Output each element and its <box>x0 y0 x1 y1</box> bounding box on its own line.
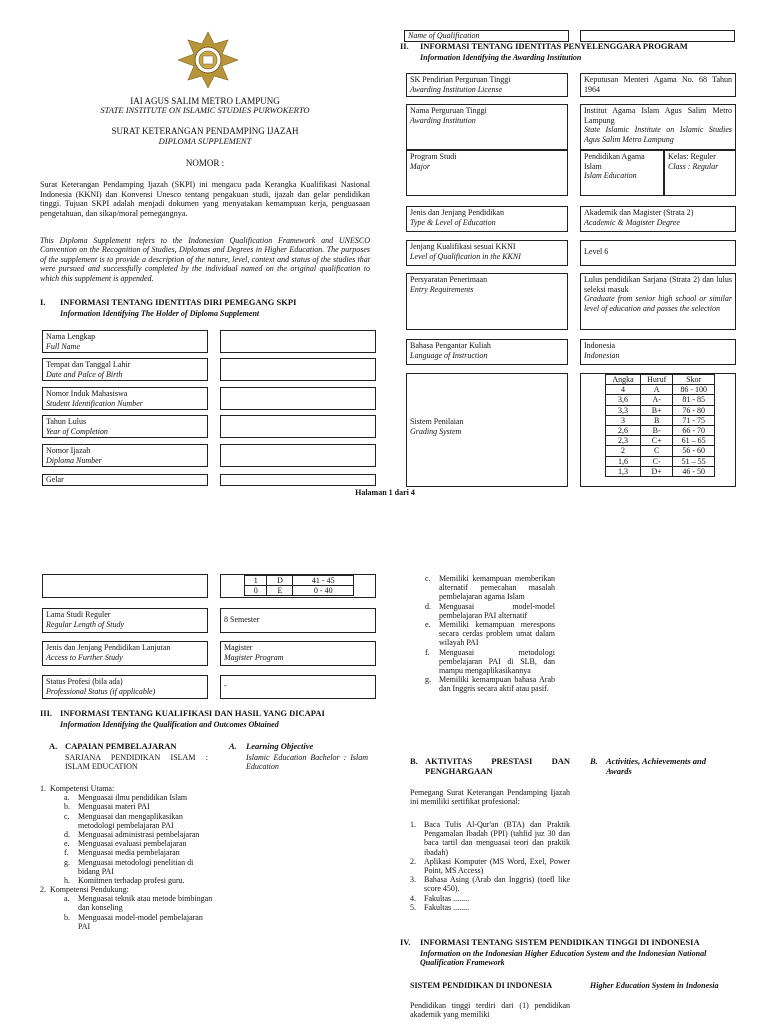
field-value: 8 Semester <box>224 615 260 624</box>
field-value: Level 6 <box>584 247 609 256</box>
field-label: Nama Perguruan Tinggi <box>410 106 487 115</box>
grade-cell: 3,3 <box>606 405 641 415</box>
field-label-en: Awarding Institution License <box>410 84 503 94</box>
field-diploma-number <box>42 444 208 467</box>
field-year <box>42 415 208 438</box>
aktivitas-letter: B. <box>410 756 418 766</box>
grade-row <box>245 586 354 596</box>
grade-cell: 2 <box>606 446 641 456</box>
class-value: Kelas: Reguler <box>668 152 716 161</box>
field-type-level <box>406 206 568 232</box>
grade-cell: B+ <box>641 405 673 415</box>
list-marker: g. <box>64 857 70 867</box>
aktivitas-letter-en: B. <box>590 756 598 766</box>
grade-cell: D+ <box>641 466 673 476</box>
field-birth <box>42 358 208 381</box>
field-label: Jenjang Kualifikasi sesuai KKNI <box>410 242 516 251</box>
kompetensi-utama-title <box>40 784 215 793</box>
aktivitas-title: AKTIVITAS PRESTASI DAN PENGHARGAAN <box>425 756 570 776</box>
list-item <box>425 574 555 602</box>
list-title: Kompetensi Utama: <box>50 784 115 793</box>
grade-row <box>606 405 715 415</box>
field-label: Persyaratan Penerimaan <box>410 275 488 284</box>
grade-cell: 56 - 60 <box>673 446 715 456</box>
list-item <box>64 839 215 848</box>
field-label: Jenis dan Jenjang Pendidikan Lanjutan <box>46 643 171 652</box>
institution-name-en: STATE INSTITUTE ON ISLAMIC STUDIES PURWOKERTO <box>100 105 310 115</box>
list-text: Menguasai dan mengaplikasikan metodologi pembelajaran PAI <box>78 811 183 830</box>
field-value: Akademik dan Magister (Strata 2) <box>584 208 694 217</box>
list-text: Menguasai metodologi pembelajaran PAI di SLB, dan mampu mengaplikasikannya <box>439 647 555 675</box>
list-item <box>425 648 555 676</box>
field-label-en: Type & Level of Education <box>410 217 496 227</box>
value-length-of-study <box>220 608 376 633</box>
section2-subtitle: Information Identifying the Awarding Institution <box>420 53 582 62</box>
field-label-en: Awarding Institution <box>410 115 476 125</box>
capaian-subtitle-en: Islamic Education Bachelor : Islam Education <box>246 753 368 772</box>
section3-number: III. <box>40 708 53 718</box>
capaian-title-en: Learning Objective <box>246 741 314 751</box>
list-text: Memiliki kemampuan bahasa Arab dan Inggris secara aktif atau pasif. <box>439 675 555 694</box>
list-text: Menguasai metodologi penelitian di bidang PAI <box>78 857 194 876</box>
value-entry <box>580 273 736 330</box>
field-label-en: Regular Length of Study <box>46 619 124 629</box>
grade-row <box>606 425 715 435</box>
kompetensi-pendukung-list <box>40 894 215 931</box>
field-student-id <box>42 387 208 410</box>
grade-cell: A- <box>641 395 673 405</box>
field-label: SK Pendirian Perguruan Tinggi <box>410 75 511 84</box>
section2-number: II. <box>400 41 409 51</box>
field-value-en: Islam Education <box>584 171 637 181</box>
field-label-en: Language of Instruction <box>410 350 488 360</box>
list-marker: 3. <box>410 875 416 885</box>
value-kkni <box>580 240 736 266</box>
list-item <box>64 830 215 839</box>
field-label: Status Profesi (bila ada) <box>46 677 123 686</box>
field-label: Nomor Induk Mahasiswa <box>46 389 128 398</box>
class-value-en: Class : Regular <box>668 161 719 171</box>
list-text: Fakultas ........ <box>424 893 470 903</box>
value-license <box>580 73 736 97</box>
grade-cell: 86 - 100 <box>673 385 715 395</box>
document-number: NOMOR : <box>185 158 225 168</box>
list-item <box>64 858 215 876</box>
list-text: Memiliki kemampuan merespons secara cerdas problem umat dalam wilayah PAI <box>439 619 555 648</box>
list-marker: b. <box>64 912 70 922</box>
list-marker: 5. <box>410 902 416 912</box>
field-value-en: Indonesian <box>584 350 620 360</box>
list-item <box>64 894 215 912</box>
list-item <box>410 894 570 903</box>
list-marker: e. <box>425 619 431 629</box>
value-birth <box>220 358 376 381</box>
field-major <box>406 150 568 196</box>
field-value: Keputusan Menteri Agama No. 68 Tahun 1964 <box>584 75 732 94</box>
field-degree <box>42 474 208 486</box>
section4-paragraph: Pendidikan tinggi terdiri dari (1) pendidikan akademik yang memiliki <box>410 1001 570 1020</box>
grade-row <box>606 385 715 395</box>
list-item <box>410 903 570 912</box>
name-of-qualification-label: Name of Qualification <box>408 31 480 40</box>
list-title: Kompetensi Pendukung: <box>50 885 129 895</box>
grade-cell: 1 <box>245 576 267 586</box>
section3-subtitle: Information Identifying the Qualification and Outcomes Obtained <box>60 720 279 729</box>
field-label: Tahun Lulus <box>46 417 87 426</box>
section4-number: IV. <box>400 937 411 947</box>
value-diploma-number <box>220 444 376 467</box>
grade-cell: C+ <box>641 436 673 446</box>
grade-cell: 51 – 55 <box>673 456 715 466</box>
list-item <box>64 793 215 802</box>
field-language <box>406 339 568 365</box>
grade-cell: 76 - 80 <box>673 405 715 415</box>
field-professional-status <box>42 675 208 699</box>
grade-row <box>606 436 715 446</box>
field-label: Lama Studi Reguler <box>46 610 111 619</box>
list-marker: c. <box>64 811 70 821</box>
list-text: Menguasai model-model pembelajaran PAI alternatif <box>439 601 555 620</box>
intro-paragraph-id: Surat Keterangan Pendamping Ijazah (SKPI) ini mengacu pada Kerangka Kualifikasi Nasional Indonesia (KKNI) dan Konvensi Unesco tentang pengakuan studi, ijazah dan gelar pendidikan tinggi. Tujuan SKPI adalah menjadi dokumen yang menyatakan kemampuan kerja, penguasaan pengetahuan, dan sikap/moral pemegangnya. <box>40 180 370 219</box>
section1-number: I. <box>40 297 46 307</box>
list-text: Menguasai administrasi pembelajaran <box>78 829 200 839</box>
value-degree <box>220 474 376 486</box>
aktivitas-title-en: Activities, Achievements and Awards <box>606 756 707 776</box>
field-label: Gelar <box>46 475 64 484</box>
field-license <box>406 73 568 97</box>
section1-title: INFORMASI TENTANG IDENTITAS DIRI PEMEGANG SKPI <box>60 297 297 307</box>
list-item <box>64 876 215 885</box>
list-text: Menguasai teknik atau metode bimbingan dan konseling <box>78 894 213 913</box>
field-full-name <box>42 330 208 353</box>
field-value: Indonesia <box>584 341 616 350</box>
grading-cont-left <box>42 574 208 598</box>
capaian-letter-en: A. <box>229 741 237 751</box>
capaian-subtitle: SARJANA PENDIDIKAN ISLAM : ISLAM EDUCATION <box>65 753 208 772</box>
field-label: Jenis dan Jenjang Pendidikan <box>410 208 504 217</box>
grade-cell: 3,6 <box>606 395 641 405</box>
grade-cell: D <box>267 576 293 586</box>
field-label-en: Professional Status (if applicable) <box>46 686 156 696</box>
value-type-level <box>580 206 736 232</box>
grade-cell: 81 - 85 <box>673 395 715 405</box>
field-value: Magister <box>224 643 253 652</box>
grade-header: Skor <box>673 375 715 385</box>
institution-name: IAI AGUS SALIM METRO LAMPUNG <box>130 96 280 106</box>
list-item <box>64 913 215 931</box>
field-institution <box>406 104 568 150</box>
grade-cell: 0 - 40 <box>293 586 354 596</box>
kompetensi-utama-list <box>40 793 215 885</box>
field-value-en: State Islamic Institute on Islamic Studies Agus Salim Metro Lampung <box>584 125 732 144</box>
field-label: Program Studi <box>410 152 457 161</box>
field-further-study <box>42 641 208 666</box>
field-kkni <box>406 240 568 266</box>
field-label-en: Date and Palce of Birth <box>46 369 123 379</box>
list-marker: g. <box>425 675 431 685</box>
section4-col-id: SISTEM PENDIDIKAN DI INDONESIA <box>410 981 553 990</box>
value-further-study <box>220 641 376 666</box>
grade-cell: 46 - 50 <box>673 466 715 476</box>
section3-title: INFORMASI TENTANG KUALIFIKASI DAN HASIL YANG DICAPAI <box>60 708 325 718</box>
section4-title: INFORMASI TENTANG SISTEM PENDIDIKAN TINGGI DI INDONESIA <box>420 937 700 947</box>
list-marker: f. <box>64 848 69 858</box>
grade-cell: 1,3 <box>606 466 641 476</box>
list-text: Bahasa Asing (Arab dan Inggris) (toefl like score 450). <box>424 875 570 894</box>
kompetensi-pendukung-title <box>40 885 215 894</box>
capaian-title: CAPAIAN PEMBELAJARAN <box>65 741 177 751</box>
grade-row <box>606 456 715 466</box>
list-marker: 2. <box>410 856 416 866</box>
list-item <box>425 675 555 693</box>
intro-paragraph-en: This Diploma Supplement refers to the Indonesian Qualification Framework and UNESCO Convention on the Recognition of Studies, Diplomas and Degrees in Higher Education. The purposes of the supplement is to provide a description of the nature, level, context and status of the studies that were pursued and successfully completed by the individual named on the original qualification to which this supplement is appended. <box>40 236 370 283</box>
document-title: SURAT KETERANGAN PENDAMPING IJAZAH <box>111 126 299 136</box>
field-label-en: Student Identification Number <box>46 398 143 408</box>
section4-col-en: Higher Education System in Indonesia <box>590 981 719 990</box>
list-number: 1. <box>40 784 46 793</box>
grade-cell: 1,6 <box>606 456 641 466</box>
list-marker: a. <box>64 894 70 904</box>
list-text: Komitmen terhadap profesi guru. <box>78 875 185 885</box>
list-item <box>64 802 215 811</box>
grade-cell: 66 - 70 <box>673 425 715 435</box>
capaian-letter: A. <box>49 741 58 751</box>
grade-cell: E <box>267 586 293 596</box>
grade-cell: A <box>641 385 673 395</box>
field-entry <box>406 273 568 330</box>
grade-cell: 71 - 75 <box>673 415 715 425</box>
field-label-en: Access to Further Study <box>46 652 123 662</box>
field-value: - <box>224 681 227 690</box>
list-marker: 1. <box>410 820 416 829</box>
grade-header-row <box>606 375 715 385</box>
section2-title: INFORMASI TENTANG IDENTITAS PENYELENGGARA PROGRAM <box>420 41 688 51</box>
list-marker: b. <box>64 802 70 812</box>
grade-row <box>606 446 715 456</box>
kompetensi-section <box>40 784 215 931</box>
list-item <box>425 602 555 620</box>
list-text: Menguasai media pembelajaran <box>78 848 180 858</box>
grade-cell: C <box>641 446 673 456</box>
kompetensi-continued-list <box>425 574 555 693</box>
list-marker: h. <box>64 875 70 885</box>
grade-cell: 41 - 45 <box>293 576 354 586</box>
section1-subtitle: Information Identifying The Holder of Diploma Supplement <box>60 309 260 318</box>
field-label-en: Diploma Number <box>46 455 102 465</box>
value-full-name <box>220 330 376 353</box>
value-year <box>220 415 376 438</box>
field-label-en: Major <box>410 161 430 171</box>
field-value-en: Magister Program <box>224 652 284 662</box>
value-professional-status <box>220 675 376 699</box>
field-length-of-study <box>42 608 208 633</box>
grade-cell: B <box>641 415 673 425</box>
list-text: Fakultas ........ <box>424 902 470 912</box>
list-item <box>410 820 570 857</box>
field-value-en: Academic & Magister Degree <box>584 217 680 227</box>
field-label-en: Level of Qualification in the KKNI <box>410 251 521 261</box>
list-marker: 4. <box>410 893 416 903</box>
grade-cell: 2,3 <box>606 436 641 446</box>
grade-header: Angka <box>606 375 641 385</box>
field-grading <box>406 373 568 487</box>
page-footer: Halaman 1 dari 4 <box>355 488 415 497</box>
list-marker: d. <box>64 829 70 839</box>
grade-row <box>245 576 354 586</box>
value-language <box>580 339 736 365</box>
field-label-en: Entry Requirements <box>410 284 474 294</box>
grade-header: Huruf <box>641 375 673 385</box>
grading-table <box>605 374 715 477</box>
list-text: Baca Tulis Al-Qur'an (BTA) dan Praktik Pengamalan Ibadah (PPI) (tahfid juz 30 dan baca tartil dan menguasai teori dan praktik ibadah) <box>424 820 570 857</box>
list-item <box>64 812 215 830</box>
field-label: Tempat dan Tanggal Lahir <box>46 360 131 369</box>
list-marker: d. <box>425 601 431 611</box>
list-item <box>64 848 215 857</box>
field-label: Nomor Ijazah <box>46 446 91 455</box>
field-value: Lulus pendidikan Sarjana (Strata 2) dan lulus seleksi masuk <box>584 275 732 294</box>
aktivitas-intro: Pemegang Surat Keterangan Pendamping Ijazah ini memiliki sertifikat profesional: <box>410 788 570 807</box>
list-marker: c. <box>425 574 431 583</box>
list-text: Aplikasi Komputer (MS Word, Exel, Power Point, MS Access) <box>424 856 570 875</box>
field-label: Bahasa Pengantar Kuliah <box>410 341 491 350</box>
grade-cell: 2,6 <box>606 425 641 435</box>
field-label-en: Grading System <box>410 426 462 436</box>
list-item <box>410 875 570 893</box>
institution-logo <box>174 30 242 90</box>
field-label-en: Year of Completion <box>46 426 108 436</box>
list-number: 2. <box>40 885 46 895</box>
field-value: Institut Agama Islam Agus Salim Metro Lampung <box>584 106 732 125</box>
grade-cell: C- <box>641 456 673 466</box>
field-label: Nama Lengkap <box>46 332 96 341</box>
field-value: Pendidikan Agama Islam <box>584 152 645 171</box>
list-marker: a. <box>64 793 70 803</box>
field-label: Sistem Penilaian <box>410 417 464 426</box>
list-text: Menguasai evaluasi pembelajaran <box>78 839 187 849</box>
grade-row <box>606 415 715 425</box>
grade-cell: 3 <box>606 415 641 425</box>
value-major <box>580 150 664 196</box>
grade-cell: 4 <box>606 385 641 395</box>
grade-row <box>606 395 715 405</box>
list-item <box>410 857 570 875</box>
section4-subtitle: Information on the Indonesian Higher Education System and the Indonesian National Qualification Framework <box>420 949 707 968</box>
value-institution <box>580 104 736 150</box>
list-text: Memiliki kemampuan memberikan alternatif pemecahan masalah pembelajaran agama Islam <box>439 574 555 602</box>
list-text: Menguasai ilmu pendidikan Islam <box>78 793 188 803</box>
field-label-en: Full Name <box>46 341 80 351</box>
grading-table-cont <box>244 575 354 596</box>
document-title-en: DIPLOMA SUPPLEMENT <box>158 136 252 146</box>
list-marker: e. <box>64 839 70 849</box>
list-marker: f. <box>425 647 430 657</box>
value-student-id <box>220 387 376 410</box>
list-text: Menguasai model-model pembelajaran PAI <box>78 912 203 931</box>
aktivitas-list <box>410 820 570 912</box>
field-value-en: Graduate from senior high school or similar level of education and passes the selection <box>584 294 732 313</box>
list-item <box>425 620 555 648</box>
value-class <box>664 150 736 196</box>
grade-cell: B- <box>641 425 673 435</box>
grade-row <box>606 466 715 476</box>
list-text: Menguasai materi PAI <box>78 802 150 812</box>
grade-cell: 61 – 65 <box>673 436 715 446</box>
grade-cell: 0 <box>245 586 267 596</box>
